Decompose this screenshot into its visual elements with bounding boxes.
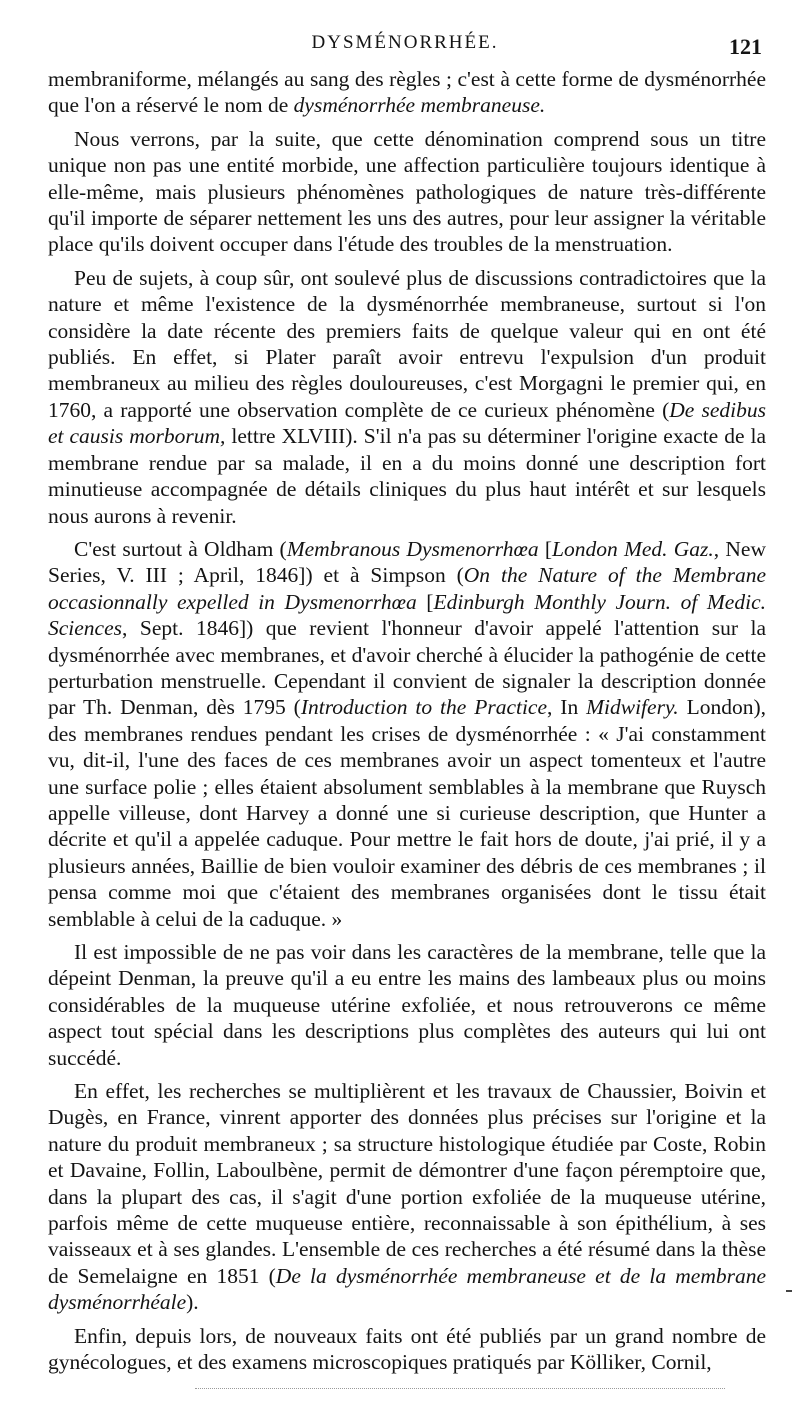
text-run: , Sept. 1846]) que revient l'honneur d'avoir appelé l'attention sur la dysménorrhée avec membranes, et d'avoir cherché à élucider la pathogénie de cette perturbation menstruelle. Cependant il convient de signaler la description donnée par Th. Denman, dès 1795 ( xyxy=(48,616,766,720)
text-run: ). xyxy=(186,1290,199,1315)
italic-text: On the Nature of the Membrane occasionnally expelled in Dysmenorrhœa xyxy=(48,563,766,614)
footer-rule xyxy=(195,1388,725,1389)
italic-text: De sedibus et causis morborum, xyxy=(48,397,766,449)
running-title: DYSMÉNORRHÉE. xyxy=(311,32,499,53)
italic-text: Introduction to the Practice xyxy=(300,695,548,720)
text-run: [ xyxy=(416,589,434,614)
running-head xyxy=(48,30,762,58)
text-run: En effet, les recherches se multiplièrent et les travaux de Chaussier, Boivin et Dugès, en France, vinrent apporter des données plus précises sur l'origine et la nature du produit membraneux ; sa structure histologique étudiée par Coste, Robin et Davaine, Follin, Laboulbène, permit de démontrer d'une façon péremptoire que, dans la plupart des cas, il s'agit d'une portion exfoliée de la muqueuse utérine, parfois même de cette muqueuse entière, reconnaissable à son épithélium, à ses vaisseaux et à ses glandes. L'ensemble de ces recherches a été résumé dans la thèse de Semelaigne en 1851 ( xyxy=(48,1079,766,1288)
text-run: Enfin, depuis lors, de nouveaux faits ont été publiés par un grand nombre de gynécologues, et des examens microscopiques pratiqués par Kölliker, Cornil, xyxy=(48,1323,766,1375)
italic-text: Membranous Dysmenorrhœa xyxy=(286,536,539,561)
paragraph xyxy=(48,265,766,529)
text-run: Il est impossible de ne pas voir dans les caractères de la membrane, telle que la dépeint Denman, la preuve qu'il a eu entre les mains des lambeaux plus ou moins considérables de la muqueuse utérine exfoliée, et nous retrouverons ce même aspect tout spécial dans les descriptions plus complètes des auteurs qui lui ont succédé. xyxy=(48,940,766,1070)
text-run: lettre XLVIII). S'il n'a pas su déterminer l'origine exacte de la membrane rendue par sa malade, il en a du moins donné une description fort minutieuse accompagnée de détails cliniques du plus haut intérêt et sur lesquels nous aurons à revenir. xyxy=(48,424,766,528)
italic-text: De la dysménorrhée membraneuse et de la membrane dysménorrhéale xyxy=(48,1263,767,1315)
text-run: [ xyxy=(538,536,552,561)
italic-text: Midwifery. xyxy=(586,695,679,720)
text-run: C'est surtout à Oldham ( xyxy=(74,536,287,561)
italic-text: Edinburgh Monthly Journ. of Medic. Sciences xyxy=(48,589,766,641)
page-number: 121 xyxy=(729,34,762,59)
margin-mark xyxy=(786,1290,792,1292)
text-run: London), des membranes rendues pendant les crises de dysménorrhée : « J'ai constamment vu, dit-il, l'une des faces de ces membranes avoir un aspect tomenteux et l'autre une surface polie ; elles étaient absolument semblables à la membrane que Ruysch appelle villeuse, dont Harvey a donné une si curieuse description, que Hunter a décrite et qu'il a appelée caduque. Pour mettre le fait hors de doute, j'ai prié, il y a plusieurs années, Baillie de bien vouloir examiner des débris de ces membranes ; il pensa comme moi que c'étaient des membranes organisées dont le tissu était semblable à celui de la caduque. » xyxy=(48,695,766,931)
text-run: , In xyxy=(547,695,587,720)
paragraph xyxy=(48,66,766,119)
text-run: membraniforme, mélangés au sang des règles ; c'est à cette forme de dysménorrhée que l'on a réservé le nom de xyxy=(48,67,766,118)
paragraph xyxy=(48,939,766,1071)
italic-text: London Med. Gaz. xyxy=(552,536,714,561)
paragraph xyxy=(48,1078,766,1316)
text-run: Peu de sujets, à coup sûr, ont soulevé plus de discussions contradictoires que la nature et même l'existence de la dysménorrhée membraneuse, surtout si l'on considère la date récente des premiers faits de quelque valeur qui en ont été publiés. En effet, si Plater paraît avoir entrevu l'expulsion d'un produit membraneux au milieu des règles douloureuses, c'est Morgagni le premier qui, en 1760, a rapporté une observation complète de ce curieux phénomène ( xyxy=(48,265,766,422)
paragraph xyxy=(48,126,766,258)
paragraph xyxy=(48,1323,766,1376)
italic-text: dysménorrhée membraneuse. xyxy=(293,93,546,118)
body-text xyxy=(48,66,766,1383)
text-run: Nous verrons, par la suite, que cette dénomination comprend sous un titre unique non pas une entité morbide, une affection particulière toujours identique à elle-même, mais plusieurs phénomènes pathologiques de nature très-différente qu'il importe de séparer nettement les uns des autres, pour leur assigner la véritable place qu'ils doivent occuper dans l'étude des troubles de la menstruation. xyxy=(48,126,766,257)
text-run: , New Series, V. III ; April, 1846]) et à Simpson ( xyxy=(48,536,766,588)
paragraph xyxy=(48,536,766,932)
